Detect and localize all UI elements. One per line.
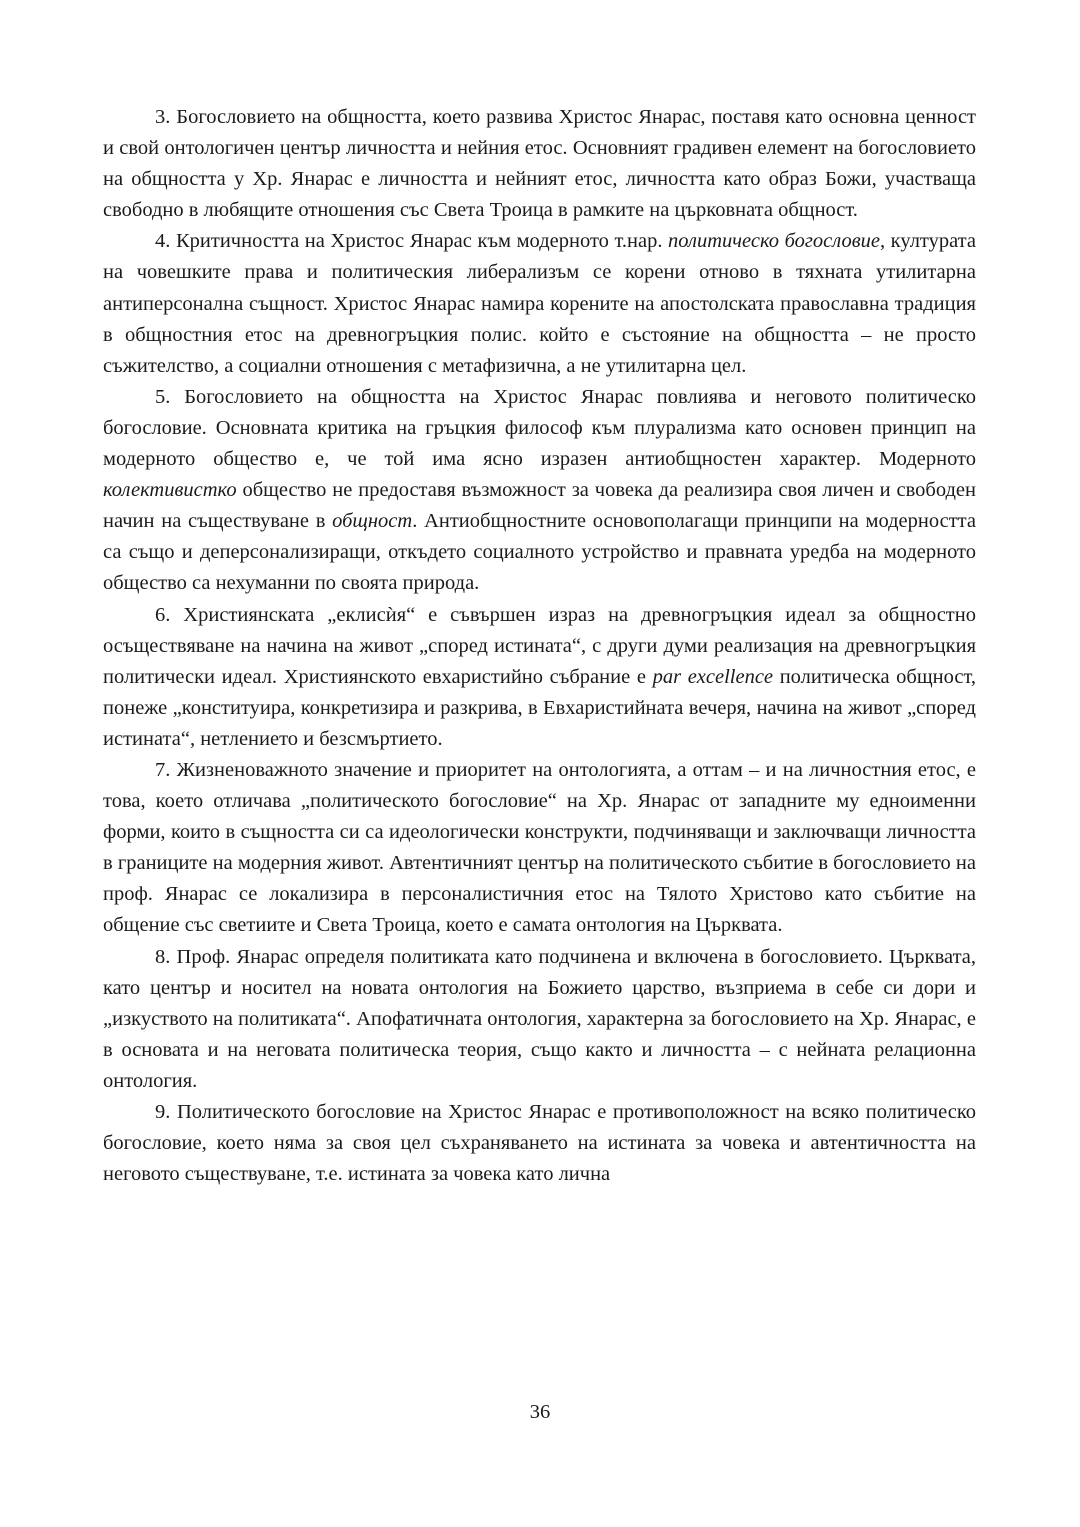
paragraph-8 (103, 942, 976, 1097)
paragraph-text: 4. Критичността на Христос Янарас към модерното т.нар. (155, 230, 669, 253)
italic-term-collectivist: колективистко (103, 479, 237, 502)
paragraph-text: политическа общност, понеже „конституира, конкретизира и разкрива, в Евхаристийната вечеря, начина на живот „според истината“, нетлението и безсмъртието. (103, 665, 977, 750)
document-body (103, 102, 976, 1190)
paragraph-text: 3. Богословието на общността, което развива Христос Янарас, поставя като основна ценност и свой онтологичен център личността и нейния етос. Основният градивен елемент на богословието на общността у Хр. Янарас е личността и нейният етос, личността като образ Божи, участваща свободно в любящите отношения със Света Троица в рамките на църковната общност. (103, 106, 976, 222)
paragraph-5 (103, 382, 976, 600)
paragraph-text: 5. Богословието на общността на Христос Янарас повлиява и неговото политическо богословие. Основната критика на гръцкия философ към плурализма като основен принцип на модерното общество е, че той има ясно изразен антиобщностен характер. Модерното (103, 385, 976, 471)
paragraph-3 (103, 102, 976, 226)
paragraph-text: 6. Християнската „еклисѝя“ е съвършен израз на древногръцкия идеал за общностно осъществяване на начина на живот „според истината“, с други думи реализация на древногръцкия политически идеал. Християнското евхаристийно събрание е (103, 603, 976, 688)
paragraph-text: 8. Проф. Янарас определя политиката като подчинена и включена в богословието. Църквата, като център и носител на новата онтология на Божието царство, възприема в себе си дори и „изкуството на политиката“. Апофатичната онтология, характерна за богословието на Хр. Янарас, е в основата и на неговата политическа теория, също както и личността – с нейната релационна онтология. (103, 945, 976, 1092)
paragraph-7 (103, 755, 976, 942)
paragraph-text: 9. Политическото богословие на Христос Янарас е противоположност на всяко политическо богословие, което няма за своя цел съхраняването на истината за човека и автентичността на неговото съществуване, т.е. истината за човека като лична (103, 1101, 976, 1186)
page-number: 36 (529, 1401, 551, 1423)
italic-term-community: общност (332, 510, 413, 533)
paragraph-text: 7. Жизненоважното значение и приоритет на онтологията, а оттам – и на личностния етос, е това, което отличава „политическото богословие“ на Хр. Янарас от западните му едноименни форми, които в същността си са идеологически конструкти, подчиняващи и заключващи личността в границите на модерния живот. Автентичният център на политическото събитие в богословието на проф. Янарас се локализира в персоналистичния етос на Тялото Христово като събитие на общение със светиите и Света Троица, което е самата онтология на Църквата. (103, 758, 976, 937)
paragraph-4 (103, 226, 976, 381)
paragraph-text: , културата на човешките права и политическия либерализъм се корени отново в тяхната утилитарна антиперсонална същност. Христос Янарас намира корените на апостолската православна традиция в общностния етос на древногръцкия полис. който е състояние на общността – не просто съжителство, а социални отношения с метафизична, а не утилитарна цел. (103, 230, 976, 377)
paragraph-text: общество не предоставя възможност за човека да реализира своя личен и свободен начин на съществуване в (103, 479, 976, 533)
paragraph-9 (103, 1097, 976, 1190)
italic-term-political-theology: политическо богословие (668, 230, 880, 253)
paragraph-6 (103, 600, 976, 755)
paragraph-text: . Антиобщностните основополагащи принципи на модерността са също и деперсонализиращи, откъдето социалното устройство и правната уредба на модерното общество са нехуманни по своята природа. (103, 510, 976, 595)
italic-term-par-excellence: par excellence (652, 665, 774, 688)
